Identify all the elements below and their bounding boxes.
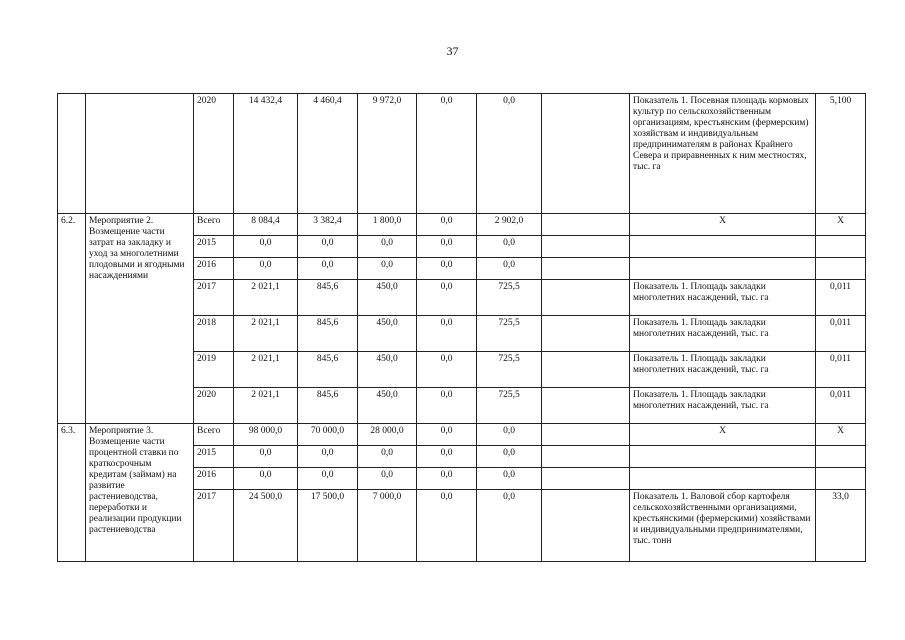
indicator-text: Показатель 1. Валовой сбор картофеля сельскохозяйственными организациями, крестьянскими (фермерскими) хозяйствами и индивидуальными предпринимателями, тыс. тонн bbox=[630, 490, 816, 562]
indicator-value bbox=[816, 446, 866, 468]
indicator-value bbox=[816, 236, 866, 258]
funding-cell-3: 0,0 bbox=[417, 468, 477, 490]
funding-cell-3: 0,0 bbox=[417, 258, 477, 280]
empty-cell bbox=[542, 316, 630, 352]
year-cell: 2015 bbox=[194, 446, 234, 468]
empty-cell bbox=[542, 352, 630, 388]
year-cell: 2018 bbox=[194, 316, 234, 352]
total-cell: 8 084,4 bbox=[234, 214, 298, 236]
event-code: 6.2. bbox=[58, 214, 86, 424]
indicator-text: Х bbox=[630, 424, 816, 446]
funding-cell-2: 0,0 bbox=[358, 258, 417, 280]
event-code: 6.3. bbox=[58, 424, 86, 562]
funding-cell-3: 0,0 bbox=[417, 236, 477, 258]
total-cell: 0,0 bbox=[234, 468, 298, 490]
year-cell: 2020 bbox=[194, 94, 234, 214]
funding-cell-2: 9 972,0 bbox=[358, 94, 417, 214]
funding-cell-4: 0,0 bbox=[477, 468, 542, 490]
event-name: Мероприятие 3. Возмещение части процентной ставки по краткосрочным кредитам (займам) на развитие растениеводства, переработки и реализации продукции растениеводства bbox=[86, 424, 194, 562]
total-cell: 2 021,1 bbox=[234, 352, 298, 388]
empty-cell bbox=[542, 258, 630, 280]
funding-cell-4: 725,5 bbox=[477, 388, 542, 424]
indicator-value: 0,011 bbox=[816, 316, 866, 352]
empty-cell bbox=[542, 94, 630, 214]
indicator-value: 0,011 bbox=[816, 280, 866, 316]
funding-cell-1: 0,0 bbox=[298, 446, 358, 468]
indicator-text bbox=[630, 236, 816, 258]
year-cell: 2017 bbox=[194, 280, 234, 316]
funding-cell-3: 0,0 bbox=[417, 352, 477, 388]
funding-cell-2: 0,0 bbox=[358, 446, 417, 468]
indicator-value: 0,011 bbox=[816, 388, 866, 424]
total-cell: 0,0 bbox=[234, 236, 298, 258]
funding-cell-3: 0,0 bbox=[417, 280, 477, 316]
year-cell: 2016 bbox=[194, 468, 234, 490]
funding-cell-4: 0,0 bbox=[477, 258, 542, 280]
event-code bbox=[58, 94, 86, 214]
indicator-value bbox=[816, 258, 866, 280]
year-cell: 2017 bbox=[194, 490, 234, 562]
funding-cell-2: 450,0 bbox=[358, 388, 417, 424]
funding-cell-2: 450,0 bbox=[358, 280, 417, 316]
funding-cell-3: 0,0 bbox=[417, 214, 477, 236]
funding-cell-1: 845,6 bbox=[298, 280, 358, 316]
indicator-value: 5,100 bbox=[816, 94, 866, 214]
funding-cell-2: 1 800,0 bbox=[358, 214, 417, 236]
total-cell: 0,0 bbox=[234, 258, 298, 280]
funding-cell-1: 3 382,4 bbox=[298, 214, 358, 236]
funding-cell-4: 0,0 bbox=[477, 446, 542, 468]
year-cell: 2020 bbox=[194, 388, 234, 424]
funding-cell-1: 4 460,4 bbox=[298, 94, 358, 214]
empty-cell bbox=[542, 468, 630, 490]
funding-cell-1: 17 500,0 bbox=[298, 490, 358, 562]
funding-cell-3: 0,0 bbox=[417, 388, 477, 424]
funding-cell-1: 0,0 bbox=[298, 236, 358, 258]
indicator-text bbox=[630, 468, 816, 490]
funding-cell-4: 725,5 bbox=[477, 352, 542, 388]
program-table bbox=[57, 93, 866, 562]
funding-cell-1: 0,0 bbox=[298, 258, 358, 280]
funding-cell-3: 0,0 bbox=[417, 446, 477, 468]
funding-cell-4: 2 902,0 bbox=[477, 214, 542, 236]
page-number: 37 bbox=[446, 44, 459, 58]
funding-cell-3: 0,0 bbox=[417, 316, 477, 352]
indicator-text bbox=[630, 446, 816, 468]
year-cell: 2019 bbox=[194, 352, 234, 388]
indicator-value: Х bbox=[816, 214, 866, 236]
funding-cell-2: 450,0 bbox=[358, 316, 417, 352]
year-cell: Всего bbox=[194, 214, 234, 236]
event-name: Мероприятие 2. Возмещение части затрат на закладку и уход за многолетними плодовыми и ягодными насаждениями bbox=[86, 214, 194, 424]
funding-cell-3: 0,0 bbox=[417, 424, 477, 446]
table-row bbox=[58, 424, 866, 446]
empty-cell bbox=[542, 490, 630, 562]
indicator-text: Показатель 1. Площадь закладки многолетних насаждений, тыс. га bbox=[630, 352, 816, 388]
indicator-value: 33,0 bbox=[816, 490, 866, 562]
funding-cell-1: 0,0 bbox=[298, 468, 358, 490]
indicator-value: Х bbox=[816, 424, 866, 446]
empty-cell bbox=[542, 280, 630, 316]
total-cell: 0,0 bbox=[234, 446, 298, 468]
funding-cell-1: 845,6 bbox=[298, 316, 358, 352]
funding-cell-1: 70 000,0 bbox=[298, 424, 358, 446]
table-row bbox=[58, 214, 866, 236]
total-cell: 24 500,0 bbox=[234, 490, 298, 562]
indicator-text: Показатель 1. Площадь закладки многолетних насаждений, тыс. га bbox=[630, 316, 816, 352]
table-row bbox=[58, 94, 866, 214]
empty-cell bbox=[542, 446, 630, 468]
funding-cell-2: 450,0 bbox=[358, 352, 417, 388]
year-cell: 2016 bbox=[194, 258, 234, 280]
indicator-text: Показатель 1. Посевная площадь кормовых культур по сельскохозяйственным организациям, крестьянским (фермерским) хозяйствам и индивидуальным предпринимателям в районах Крайнего Севера и приравненных к ним местностях, тыс. га bbox=[630, 94, 816, 214]
indicator-value bbox=[816, 468, 866, 490]
funding-cell-4: 0,0 bbox=[477, 490, 542, 562]
empty-cell bbox=[542, 236, 630, 258]
funding-cell-3: 0,0 bbox=[417, 490, 477, 562]
empty-cell bbox=[542, 214, 630, 236]
funding-cell-4: 0,0 bbox=[477, 236, 542, 258]
indicator-value: 0,011 bbox=[816, 352, 866, 388]
total-cell: 14 432,4 bbox=[234, 94, 298, 214]
indicator-text: Х bbox=[630, 214, 816, 236]
funding-cell-2: 0,0 bbox=[358, 236, 417, 258]
total-cell: 98 000,0 bbox=[234, 424, 298, 446]
funding-cell-2: 0,0 bbox=[358, 468, 417, 490]
total-cell: 2 021,1 bbox=[234, 316, 298, 352]
year-cell: 2015 bbox=[194, 236, 234, 258]
funding-cell-4: 0,0 bbox=[477, 424, 542, 446]
empty-cell bbox=[542, 424, 630, 446]
year-cell: Всего bbox=[194, 424, 234, 446]
total-cell: 2 021,1 bbox=[234, 280, 298, 316]
funding-cell-4: 725,5 bbox=[477, 316, 542, 352]
indicator-text: Показатель 1. Площадь закладки многолетних насаждений, тыс. га bbox=[630, 388, 816, 424]
funding-cell-1: 845,6 bbox=[298, 388, 358, 424]
funding-cell-4: 725,5 bbox=[477, 280, 542, 316]
indicator-text bbox=[630, 258, 816, 280]
empty-cell bbox=[542, 388, 630, 424]
funding-cell-3: 0,0 bbox=[417, 94, 477, 214]
funding-cell-4: 0,0 bbox=[477, 94, 542, 214]
indicator-text: Показатель 1. Площадь закладки многолетних насаждений, тыс. га bbox=[630, 280, 816, 316]
event-name bbox=[86, 94, 194, 214]
total-cell: 2 021,1 bbox=[234, 388, 298, 424]
funding-cell-1: 845,6 bbox=[298, 352, 358, 388]
funding-cell-2: 28 000,0 bbox=[358, 424, 417, 446]
funding-cell-2: 7 000,0 bbox=[358, 490, 417, 562]
